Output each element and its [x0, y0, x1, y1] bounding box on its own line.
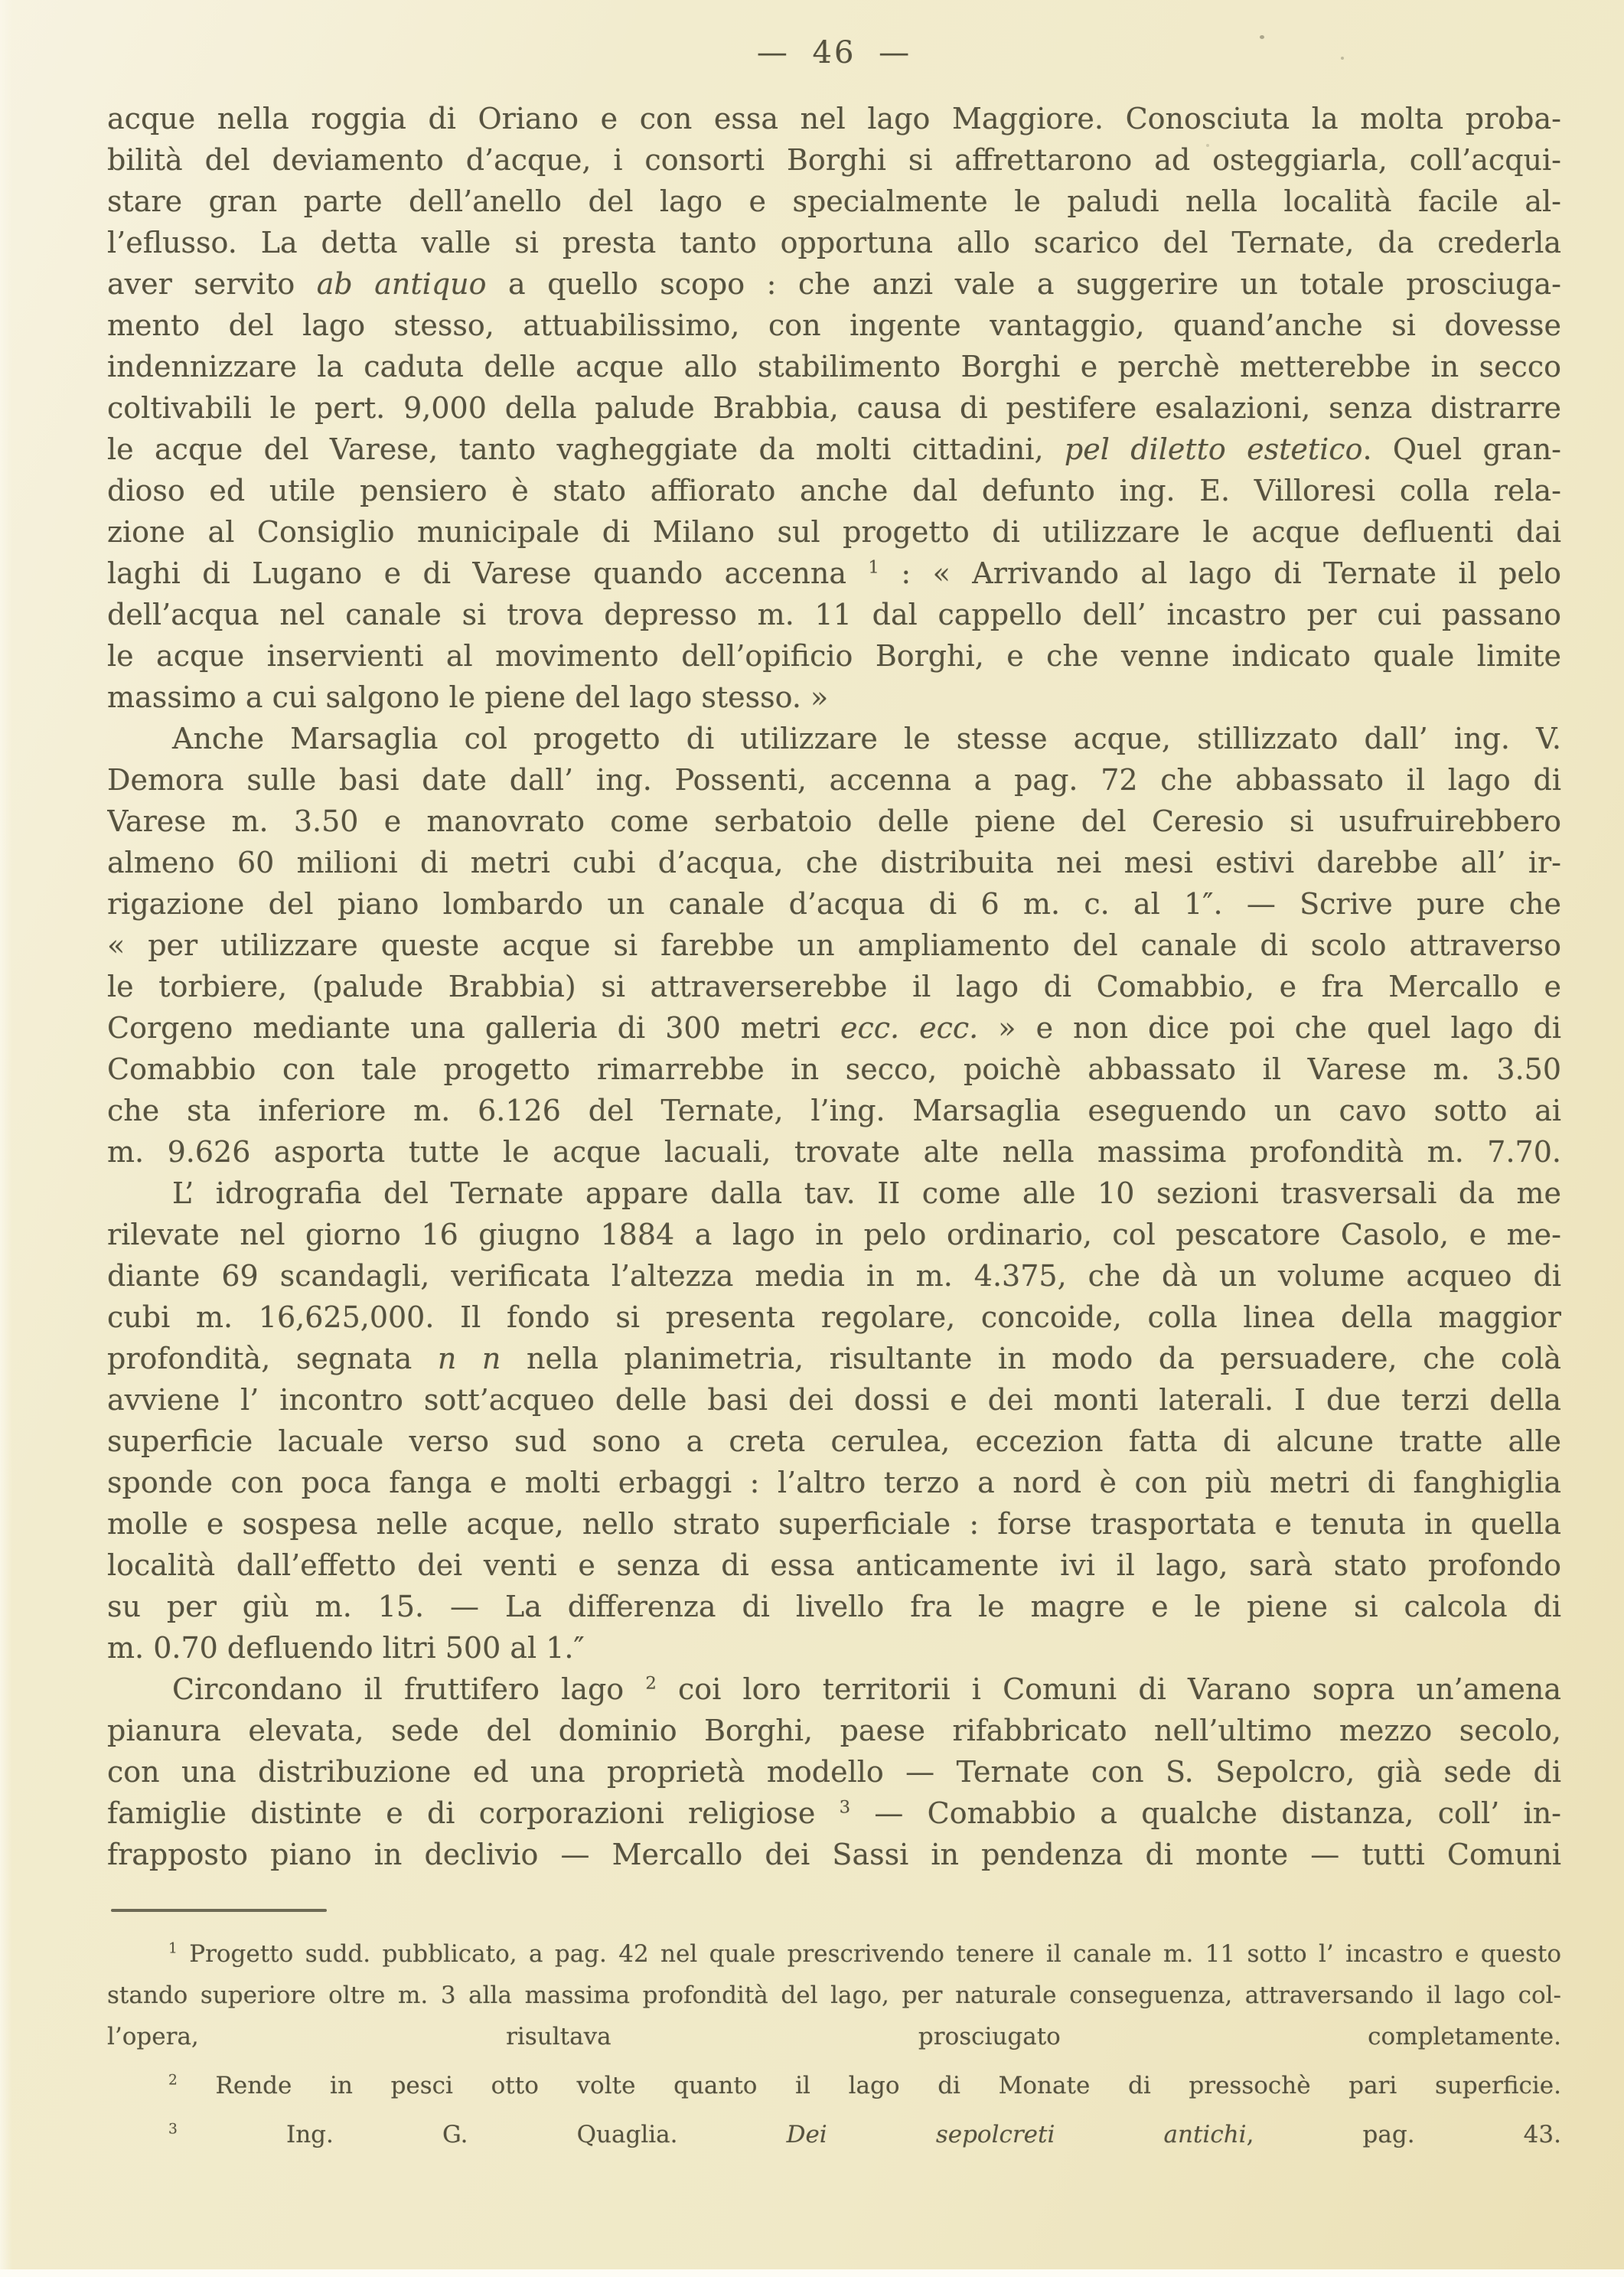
- footnotes: [107, 1933, 1561, 2155]
- text-line: superficie lacuale verso sud sono a creta cerulea, eccezion fatta di alcune tratte alle: [107, 1424, 1561, 1458]
- text-line: diante 69 scandagli, verificata l’altezza media in m. 4.375, che dà un volume acqueo di: [107, 1259, 1561, 1293]
- text-line: con una distribuzione ed una proprietà modello — Ternate con S. Sepolcro, già sede di: [107, 1755, 1561, 1789]
- text-line: stare gran parte dell’anello del lago e specialmente le paludi nella località facile al-: [107, 184, 1561, 218]
- text-line: $^2$ Rende in pesci otto volte quanto il lago di Monate di pressochè pari superficie.: [168, 2072, 1561, 2099]
- text-line: dell’acqua nel canale si trova depresso m. 11 dal cappello dell’ incastro per cui passano: [107, 598, 1561, 631]
- footnote-separator-rule: [111, 1909, 327, 1912]
- text-line: Demora sulle basi date dall’ ing. Possenti, accenna a pag. 72 che abbassato il lago di: [107, 763, 1561, 797]
- text-line: cubi m. 16,625,000. Il fondo si presenta regolare, concoide, colla linea della maggior: [107, 1300, 1561, 1334]
- text-line: Varese m. 3.50 e manovrato come serbatoio delle piene del Ceresio si usufruirebbero: [107, 804, 1561, 838]
- text-line: laghi di Lugano e di Varese quando accenna $^1$ : « Arrivando al lago di Ternate il pelo: [107, 556, 1561, 590]
- text-line: Circondano il fruttifero lago $^2$ coi loro territorii i Comuni di Varano sopra un’amena: [172, 1672, 1561, 1706]
- text-line: $^1$ Progetto sudd. pubblicato, a pag. 42 nel quale prescrivendo tenere il canale m. 11 sotto l’ incastro e questo: [168, 1940, 1561, 1968]
- text-line: profondità, segnata n n nella planimetria, risultante in modo da persuadere, che colà: [107, 1342, 1561, 1375]
- text-line: Anche Marsaglia col progetto di utilizzare le stesse acque, stillizzato dall’ ing. V.: [172, 722, 1561, 755]
- text-line: le acque del Varese, tanto vagheggiate da molti cittadini, pel diletto estetico. Quel gran-: [107, 432, 1561, 466]
- text-line: le torbiere, (palude Brabbia) si attraverserebbe il lago di Comabbio, e fra Mercallo e: [107, 970, 1561, 1003]
- text-line: rigazione del piano lombardo un canale d’acqua di 6 m. c. al 1″. — Scrive pure che: [107, 887, 1561, 921]
- text-line: $^3$ Ing. G. Quaglia. Dei sepolcreti antichi, pag. 43.: [168, 2121, 1561, 2148]
- text-line: su per giù m. 15. — La differenza di livello fra le magre e le piene si calcola di: [107, 1590, 1561, 1623]
- text-line: molle e sospesa nelle acque, nello strato superficiale : forse trasportata e tenuta in quella: [107, 1507, 1561, 1541]
- text-line: coltivabili le pert. 9,000 della palude Brabbia, causa di pestifere esalazioni, senza distrarre: [107, 391, 1561, 425]
- text-line: zione al Consiglio municipale di Milano sul progetto di utilizzare le acque defluenti dai: [107, 515, 1561, 549]
- body-text: [107, 98, 1561, 1875]
- text-line: indennizzare la caduta delle acque allo stabilimento Borghi e perchè metterebbe in secco: [107, 350, 1561, 383]
- page-bottom-edge: [0, 2269, 1624, 2277]
- text-line: L’ idrografia del Ternate appare dalla tav. II come alle 10 sezioni trasversali da me: [172, 1176, 1561, 1210]
- text-line: stando superiore oltre m. 3 alla massima profondità del lago, per naturale conseguenza, attraversando il lago col-: [107, 1982, 1561, 2009]
- text-line: m. 0.70 defluendo litri 500 al 1.″: [107, 1631, 585, 1665]
- text-line: dioso ed utile pensiero è stato affiorato anche dal defunto ing. E. Villoresi colla rela-: [107, 474, 1561, 507]
- text-line: sponde con poca fanga e molti erbaggi : l’altro terzo a nord è con più metri di fanghiglia: [107, 1466, 1561, 1499]
- text-line: località dall’effetto dei venti e senza di essa anticamente ivi il lago, sarà stato profondo: [107, 1548, 1561, 1582]
- text-line: avviene l’ incontro sott’acqueo delle basi dei dossi e dei monti laterali. I due terzi della: [107, 1383, 1561, 1417]
- text-line: mento del lago stesso, attuabilissimo, con ingente vantaggio, quand’anche si dovesse: [107, 308, 1561, 342]
- text-line: acque nella roggia di Oriano e con essa nel lago Maggiore. Conosciuta la molta proba-: [107, 102, 1561, 135]
- text-line: l’opera, risultava prosciugato completamente.: [107, 2023, 1561, 2050]
- text-line: aver servito ab antiquo a quello scopo : che anzi vale a suggerire un totale prosciuga-: [107, 267, 1561, 301]
- text-line: Comabbio con tale progetto rimarrebbe in secco, poichè abbassato il Varese m. 3.50: [107, 1052, 1561, 1086]
- text-line: che sta inferiore m. 6.126 del Ternate, l’ing. Marsaglia eseguendo un cavo sotto ai: [107, 1094, 1561, 1127]
- text-line: le acque inservienti al movimento dell’opificio Borghi, e che venne indicato quale limite: [107, 639, 1561, 673]
- text-line: Corgeno mediante una galleria di 300 metri ecc. ecc. » e non dice poi che quel lago di: [107, 1011, 1561, 1045]
- text-line: bilità del deviamento d’acque, i consorti Borghi si affrettarono ad osteggiarla, coll’acqui-: [107, 143, 1561, 177]
- text-line: rilevate nel giorno 16 giugno 1884 a lago in pelo ordinario, col pescatore Casolo, e me-: [107, 1218, 1561, 1251]
- page-content: [107, 0, 1561, 2155]
- text-line: pianura elevata, sede del dominio Borghi, paese rifabbricato nell’ultimo mezzo secolo,: [107, 1714, 1561, 1747]
- text-line: frapposto piano in declivio — Mercallo dei Sassi in pendenza di monte — tutti Comuni: [107, 1838, 1561, 1871]
- text-line: m. 9.626 asporta tutte le acque lacuali, trovate alte nella massima profondità m. 7.70.: [107, 1135, 1561, 1169]
- page-left-edge: [0, 0, 12, 2277]
- text-line: famiglie distinte e di corporazioni religiose $^3$ — Comabbio a qualche distanza, coll’ in-: [107, 1796, 1561, 1830]
- page-number-header: — 46 —: [756, 35, 912, 70]
- text-line: almeno 60 milioni di metri cubi d’acqua, che distribuita nei mesi estivi darebbe all’ ir-: [107, 846, 1561, 879]
- text-line: « per utilizzare queste acque si farebbe un ampliamento del canale di scolo attraverso: [107, 928, 1561, 962]
- text-line: massimo a cui salgono le piene del lago stesso. »: [107, 680, 829, 714]
- text-line: l’eflusso. La detta valle si presta tanto opportuna allo scarico del Ternate, da crederla: [107, 226, 1561, 259]
